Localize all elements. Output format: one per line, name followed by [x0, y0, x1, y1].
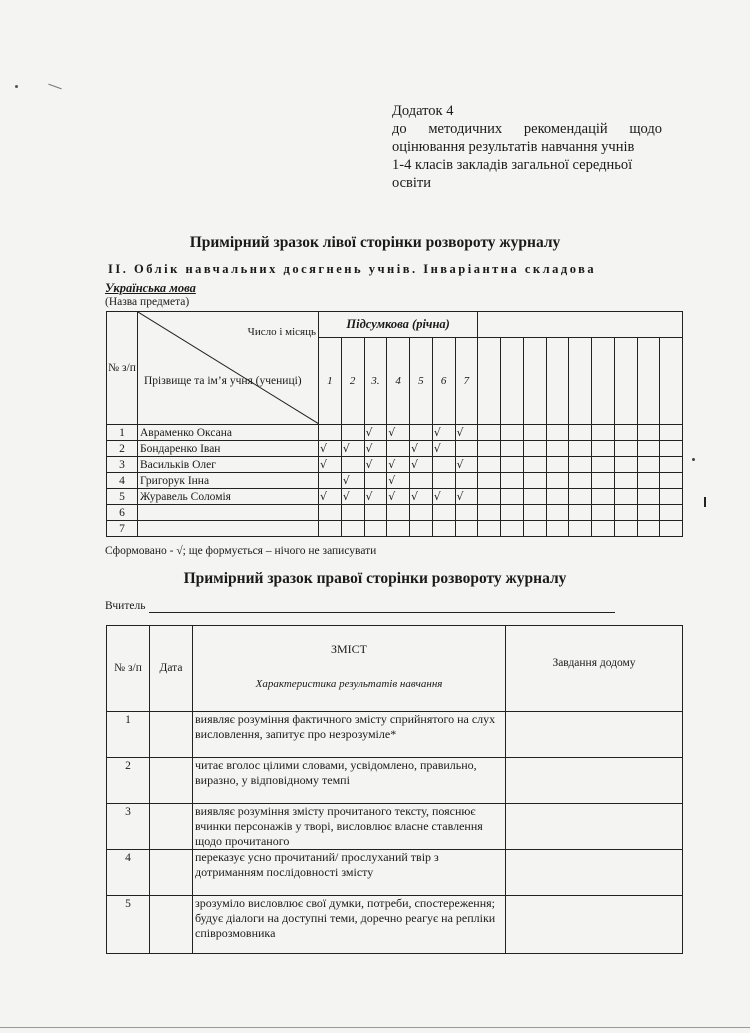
table-row	[107, 758, 683, 804]
homework-cell	[506, 712, 683, 758]
empty-cell	[569, 489, 592, 505]
column-number	[592, 338, 615, 425]
row-number: 3	[107, 457, 138, 473]
appendix-line: до методичних рекомендацій щодо	[392, 121, 662, 137]
date-cell	[150, 758, 193, 804]
empty-cell	[569, 425, 592, 441]
row-number: 1	[107, 425, 138, 441]
content-table	[106, 625, 682, 954]
table-row	[107, 457, 683, 473]
empty-cell	[364, 473, 387, 489]
check-mark: √	[364, 441, 387, 457]
check-mark: √	[319, 489, 342, 505]
check-mark: √	[410, 441, 433, 457]
column-number	[660, 338, 683, 425]
empty-cell	[410, 505, 433, 521]
row-number: 7	[107, 521, 138, 537]
empty-cell	[455, 521, 478, 537]
check-mark: √	[455, 489, 478, 505]
empty-cell	[478, 425, 501, 441]
empty-cell	[614, 425, 637, 441]
empty-cell	[501, 441, 524, 457]
empty-cell	[614, 457, 637, 473]
empty-cell	[501, 473, 524, 489]
left-page-title: Примірний зразок лівої сторінки розвороту журналу	[189, 234, 561, 251]
empty-cell	[569, 457, 592, 473]
empty-header	[478, 312, 683, 338]
empty-cell	[523, 425, 546, 441]
empty-cell	[364, 505, 387, 521]
empty-cell	[501, 505, 524, 521]
check-mark: √	[410, 489, 433, 505]
column-number	[614, 338, 637, 425]
teacher-label: Вчитель	[105, 600, 146, 612]
empty-cell	[546, 489, 569, 505]
column-number: 4	[387, 338, 410, 425]
row-number: 5	[107, 896, 150, 954]
scan-mark	[704, 497, 706, 507]
characteristic-text: виявляє розуміння змісту прочитаного тексту, пояснює вчинки персонажів у творі, висловлює власне ставлення щодо прочитаного	[193, 804, 506, 850]
check-mark: √	[341, 441, 364, 457]
row-number: 2	[107, 441, 138, 457]
empty-cell	[660, 489, 683, 505]
empty-cell	[501, 521, 524, 537]
header-homework: Завдання додому	[506, 626, 683, 712]
empty-cell	[341, 505, 364, 521]
legend: Сформовано - √; ще формується – нічого не записувати	[105, 545, 377, 557]
check-mark: √	[319, 457, 342, 473]
row-number: 4	[107, 473, 138, 489]
header-characteristic-label: Характеристика результатів навчання	[255, 678, 443, 690]
characteristic-text: зрозуміло висловлює свої думки, потреби, спостереження; будує діалоги на доступні теми, доречно реагує на репліки співрозмовника	[193, 896, 506, 954]
empty-cell	[569, 505, 592, 521]
homework-cell	[506, 804, 683, 850]
table-row	[107, 425, 683, 441]
section-heading: II. Облік навчальних досягнень учнів. Інваріантна складова	[108, 262, 597, 276]
empty-cell	[660, 425, 683, 441]
empty-cell	[501, 457, 524, 473]
check-mark: √	[341, 473, 364, 489]
empty-cell	[523, 457, 546, 473]
student-name	[138, 521, 319, 537]
check-mark: √	[364, 457, 387, 473]
empty-cell	[501, 425, 524, 441]
empty-cell	[637, 489, 660, 505]
empty-cell	[546, 473, 569, 489]
appendix-note	[392, 102, 662, 192]
empty-cell	[523, 489, 546, 505]
date-cell	[150, 896, 193, 954]
header-diagonal-cell	[138, 312, 319, 425]
student-name	[138, 505, 319, 521]
header-date-label: Число і місяць	[247, 326, 316, 338]
empty-cell	[637, 441, 660, 457]
appendix-line: Додаток 4	[392, 103, 454, 119]
check-mark: √	[319, 441, 342, 457]
scan-mark	[48, 84, 61, 90]
table-row	[107, 521, 683, 537]
header-number: № з/п	[107, 626, 150, 712]
empty-cell	[319, 473, 342, 489]
header-content-label: ЗМІСТ	[330, 642, 367, 656]
table-row	[107, 489, 683, 505]
empty-cell	[341, 425, 364, 441]
homework-cell	[506, 896, 683, 954]
row-number: 1	[107, 712, 150, 758]
column-number	[501, 338, 524, 425]
empty-cell	[478, 505, 501, 521]
column-number	[546, 338, 569, 425]
column-number	[637, 338, 660, 425]
empty-cell	[660, 441, 683, 457]
empty-cell	[546, 441, 569, 457]
characteristic-text: переказує усно прочитаний/ прослуханий твір з дотриманням послідовності змісту	[193, 850, 506, 896]
empty-cell	[364, 521, 387, 537]
empty-cell	[546, 457, 569, 473]
table-row	[107, 712, 683, 758]
date-cell	[150, 712, 193, 758]
empty-cell	[387, 521, 410, 537]
empty-cell	[592, 425, 615, 441]
empty-cell	[637, 457, 660, 473]
empty-cell	[432, 505, 455, 521]
characteristic-text: читає вголос цілими словами, усвідомлено, правильно, виразно, у відповідному темпі	[193, 758, 506, 804]
column-number: 5	[410, 338, 433, 425]
empty-cell	[387, 505, 410, 521]
right-page-title: Примірний зразок правої сторінки розвороту журналу	[183, 570, 567, 587]
empty-cell	[319, 425, 342, 441]
empty-cell	[455, 441, 478, 457]
empty-cell	[478, 457, 501, 473]
check-mark: √	[387, 489, 410, 505]
check-mark: √	[387, 473, 410, 489]
homework-cell	[506, 758, 683, 804]
empty-cell	[592, 489, 615, 505]
column-number: 2	[341, 338, 364, 425]
empty-cell	[432, 473, 455, 489]
teacher-signature-line	[149, 612, 615, 613]
student-name: Бондаренко Іван	[138, 441, 319, 457]
table-row	[107, 473, 683, 489]
characteristic-text: виявляє розуміння фактичного змісту сприйнятого на слух висловлення, запитує про незрозуміле*	[193, 712, 506, 758]
empty-cell	[432, 457, 455, 473]
check-mark: √	[455, 425, 478, 441]
empty-cell	[546, 505, 569, 521]
student-name: Григорук Інна	[138, 473, 319, 489]
appendix-line: 1-4 класів закладів загальної середньої	[392, 157, 633, 173]
check-mark: √	[364, 425, 387, 441]
empty-cell	[319, 521, 342, 537]
check-mark: √	[387, 457, 410, 473]
check-mark: √	[410, 457, 433, 473]
scan-mark	[15, 85, 18, 88]
table-row	[107, 505, 683, 521]
check-mark: √	[387, 425, 410, 441]
empty-cell	[478, 521, 501, 537]
homework-cell	[506, 850, 683, 896]
check-mark: √	[432, 489, 455, 505]
table-row	[107, 850, 683, 896]
column-number: 7	[455, 338, 478, 425]
table-row	[107, 804, 683, 850]
date-cell	[150, 804, 193, 850]
appendix-line: оцінювання результатів навчання учнів	[392, 139, 635, 155]
empty-cell	[614, 521, 637, 537]
column-number	[569, 338, 592, 425]
empty-cell	[523, 505, 546, 521]
empty-cell	[410, 521, 433, 537]
achievement-table	[106, 311, 682, 543]
check-mark: √	[432, 441, 455, 457]
empty-cell	[592, 457, 615, 473]
empty-cell	[546, 425, 569, 441]
table-row	[107, 441, 683, 457]
student-name: Журавель Соломія	[138, 489, 319, 505]
empty-cell	[614, 441, 637, 457]
empty-cell	[523, 521, 546, 537]
header-content	[193, 626, 506, 712]
empty-cell	[592, 473, 615, 489]
empty-cell	[660, 457, 683, 473]
column-number	[478, 338, 501, 425]
empty-cell	[569, 521, 592, 537]
empty-cell	[614, 489, 637, 505]
check-mark: √	[455, 457, 478, 473]
empty-cell	[637, 521, 660, 537]
check-mark: √	[364, 489, 387, 505]
empty-cell	[592, 505, 615, 521]
empty-cell	[523, 441, 546, 457]
empty-cell	[569, 441, 592, 457]
empty-cell	[387, 441, 410, 457]
empty-cell	[637, 505, 660, 521]
row-number: 5	[107, 489, 138, 505]
check-mark: √	[341, 489, 364, 505]
empty-cell	[569, 473, 592, 489]
empty-cell	[592, 441, 615, 457]
header-number-label: № з/п	[108, 361, 136, 374]
column-number: 1	[319, 338, 342, 425]
empty-cell	[478, 473, 501, 489]
header-name-label: Прізвище та ім’я учня (учениці)	[144, 375, 302, 387]
appendix-line: освіти	[392, 175, 432, 191]
date-cell	[150, 850, 193, 896]
empty-cell	[455, 505, 478, 521]
empty-cell	[478, 441, 501, 457]
scan-mark	[692, 458, 695, 461]
empty-cell	[319, 505, 342, 521]
empty-cell	[614, 505, 637, 521]
empty-cell	[660, 521, 683, 537]
empty-cell	[478, 489, 501, 505]
empty-cell	[410, 473, 433, 489]
student-name: Авраменко Оксана	[138, 425, 319, 441]
empty-cell	[432, 521, 455, 537]
empty-cell	[660, 473, 683, 489]
row-number: 6	[107, 505, 138, 521]
column-number	[523, 338, 546, 425]
summary-header: Підсумкова (річна)	[319, 312, 478, 338]
empty-cell	[546, 521, 569, 537]
row-number: 4	[107, 850, 150, 896]
check-mark: √	[432, 425, 455, 441]
empty-cell	[341, 521, 364, 537]
column-number: 6	[432, 338, 455, 425]
row-number: 3	[107, 804, 150, 850]
subject-name: Українська мова	[105, 281, 196, 295]
column-number: 3.	[364, 338, 387, 425]
row-number: 2	[107, 758, 150, 804]
subject-caption: (Назва предмета)	[105, 296, 190, 308]
student-name: Васильків Олег	[138, 457, 319, 473]
table-row	[107, 896, 683, 954]
page-edge	[0, 1027, 750, 1028]
empty-cell	[592, 521, 615, 537]
header-number	[107, 312, 138, 425]
empty-cell	[660, 505, 683, 521]
empty-cell	[455, 473, 478, 489]
empty-cell	[637, 425, 660, 441]
header-date: Дата	[150, 626, 193, 712]
empty-cell	[523, 473, 546, 489]
empty-cell	[637, 473, 660, 489]
empty-cell	[501, 489, 524, 505]
empty-cell	[410, 425, 433, 441]
empty-cell	[614, 473, 637, 489]
empty-cell	[341, 457, 364, 473]
